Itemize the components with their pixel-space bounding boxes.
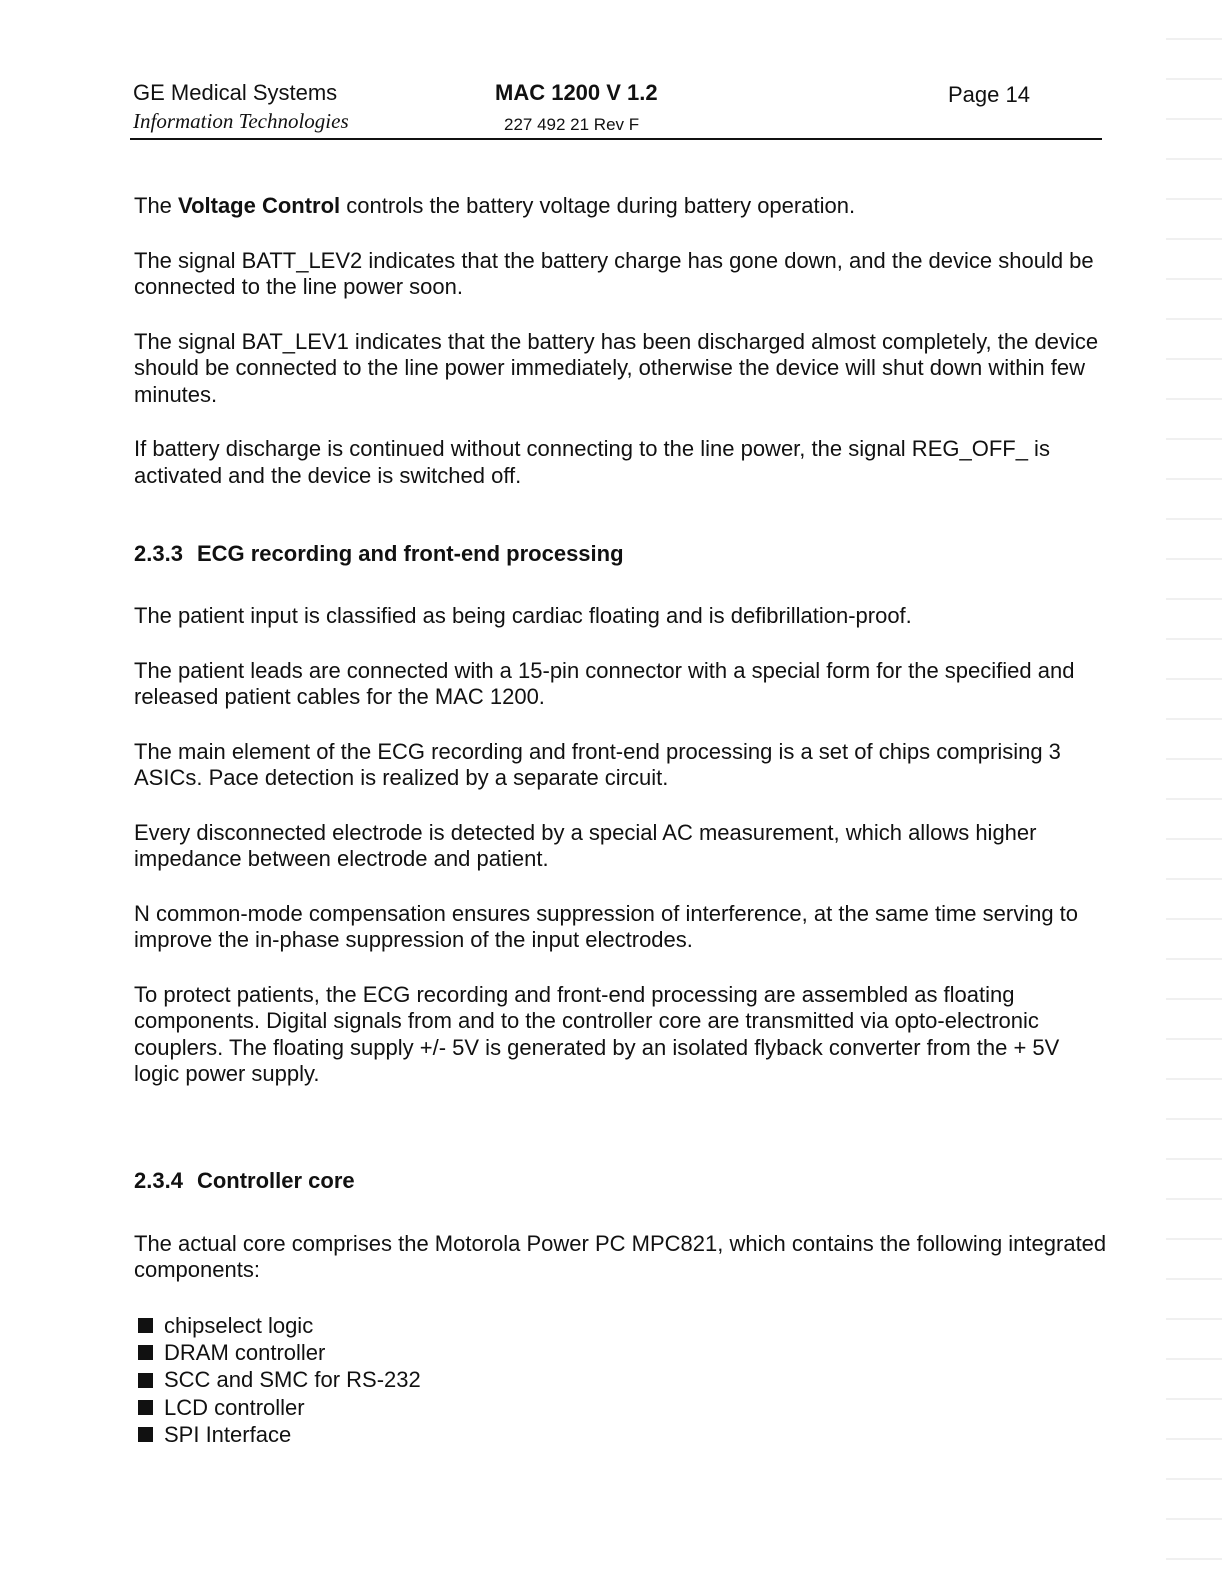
list-item-text: DRAM controller	[164, 1339, 326, 1365]
voltage-control-term: Voltage Control	[178, 193, 341, 218]
list-item-text: LCD controller	[164, 1394, 305, 1420]
square-bullet-icon	[138, 1345, 153, 1360]
voltage-post: controls the battery voltage during battery operation.	[340, 193, 856, 218]
header-divider	[130, 138, 1102, 140]
scan-edge-artifact	[1166, 0, 1222, 1580]
paragraph-patient-leads: The patient leads are connected with a 15-pin connector with a special form for the specified and released patient cables for the MAC 1200.	[134, 657, 1075, 709]
list-item-text: SPI Interface	[164, 1422, 292, 1448]
paragraph-reg-off: If battery discharge is continued without connecting to the line power, the signal REG_OFF_ is activated and the device is switched off.	[134, 436, 1050, 488]
square-bullet-icon	[138, 1400, 153, 1415]
list-item	[134, 1312, 1109, 1339]
component-list	[134, 1312, 1109, 1449]
header-doc-number: 227 492 21 Rev F	[504, 115, 640, 134]
paragraph-patient-protection: To protect patients, the ECG recording and front-end processing are assembled as floating components. Digital signals from and to the controller core are transmitted via opto-electronic couplers. The floating supply +/- 5V is generated by an isolated flyback converter from the + 5V logic power supply.	[134, 981, 1060, 1086]
list-item	[134, 1366, 1109, 1393]
list-item-text: SCC and SMC for RS-232	[164, 1367, 421, 1393]
list-item	[134, 1394, 1109, 1421]
list-item	[134, 1421, 1109, 1448]
square-bullet-icon	[138, 1373, 153, 1388]
list-item	[134, 1339, 1109, 1366]
section-heading-2-3-4	[134, 1168, 1109, 1194]
section-number: 2.3.3	[134, 541, 183, 566]
paragraph-electrode-detection: Every disconnected electrode is detected by a special AC measurement, which allows higher impedance between electrode and patient.	[134, 819, 1037, 871]
paragraph-batt-lev2: The signal BATT_LEV2 indicates that the battery charge has gone down, and the device should be connected to the line power soon.	[134, 247, 1094, 299]
header-page-number: Page 14	[948, 82, 1030, 107]
page-body	[134, 193, 1109, 1449]
list-item-text: chipselect logic	[164, 1312, 314, 1338]
section-title: ECG recording and front-end processing	[196, 541, 624, 566]
paragraph-main-element: The main element of the ECG recording and front-end processing is a set of chips comprising 3 ASICs. Pace detection is realized by a separate circuit.	[134, 738, 1061, 790]
section-number: 2.3.4	[134, 1167, 183, 1193]
header-company: GE Medical Systems	[133, 80, 338, 105]
paragraph-patient-input: The patient input is classified as being cardiac floating and is defibrillation-proof.	[134, 603, 912, 628]
paragraph-controller-core: The actual core comprises the Motorola Power PC MPC821, which contains the following integrated components:	[134, 1230, 1107, 1282]
voltage-pre: The	[134, 193, 179, 218]
square-bullet-icon	[138, 1318, 153, 1333]
header-product: MAC 1200 V 1.2	[495, 80, 658, 105]
paragraph-common-mode: N common-mode compensation ensures suppression of interference, at the same time serving to improve the in-phase suppression of the input electrodes.	[134, 900, 1079, 952]
paragraph-voltage-control	[134, 193, 1109, 220]
paragraph-bat-lev1: The signal BAT_LEV1 indicates that the battery has been discharged almost completely, the device should be connected to the line power immediately, otherwise the device will shut down within few minutes.	[134, 328, 1099, 407]
square-bullet-icon	[138, 1427, 153, 1442]
section-title: Controller core	[196, 1167, 355, 1193]
section-heading-2-3-3	[134, 541, 1109, 567]
header-division: Information Technologies	[133, 109, 349, 133]
